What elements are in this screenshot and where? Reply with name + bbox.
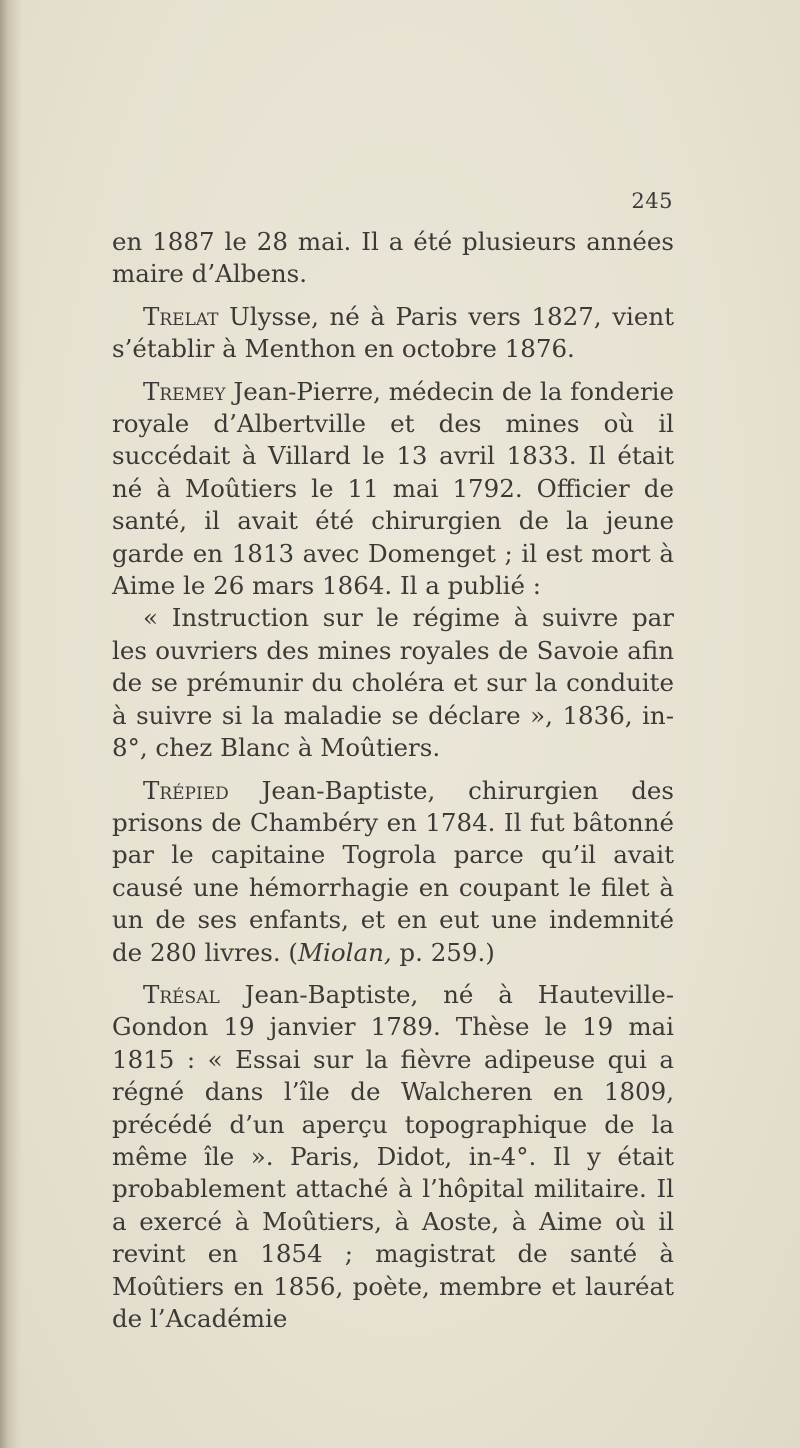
paragraph-continuation [112, 226, 674, 291]
entry-surname: Trelat [143, 301, 219, 331]
body-text [112, 226, 674, 1345]
reference-tail: p. 259.) [391, 937, 495, 967]
paragraph-text: en 1887 le 28 mai. Il a été plusieurs années maire d’Albens. [112, 227, 674, 289]
entry-text: Jean-Baptiste, né à Hauteville-Gondon 19 janvier 1789. Thèse le 19 mai 1815 : « Essai sur la fièvre adipeuse qui a régné dans l’île de Walcheren en 1809, précédé d’un aperçu topographique de la même île ». Paris, Didot, in-4°. Il y était probablement attaché à l’hôpital militaire. Il a exercé à Moûtiers, à Aoste, à Aime où il revint en 1854 ; magistrat de santé à Moûtiers en 1856, poète, membre et lauréat de l’Académie [112, 979, 674, 1333]
entry-surname: Trésal [143, 979, 220, 1009]
entry-surname: Tremey [143, 376, 226, 406]
quote-text: « Instruction sur le régime à suivre par les ouvriers des mines royales de Savoie afin de se prémunir du choléra et sur la conduite à suivre si la maladie se déclare », 1836, in-8°, chez Blanc à Moûtiers. [112, 603, 674, 763]
page-number: 245 [631, 189, 673, 213]
entry-tremey [112, 376, 674, 603]
entry-trelat [112, 301, 674, 366]
entry-trepied [112, 775, 674, 969]
entry-surname: Trépied [143, 775, 229, 805]
binding-shadow [0, 0, 22, 1448]
entry-text: Jean-Baptiste, chirurgien des prisons de Chambéry en 1784. Il fut bâtonné par le capitaine Togrola parce qu’il avait causé une hémorrhagie en coupant le filet à un de ses enfants, et en eut une indemnité de 280 livres. ( [112, 775, 674, 967]
publication-quote [112, 602, 674, 764]
entry-tresal [112, 979, 674, 1335]
entry-text: Ulysse, né à Paris vers 1827, vient s’établir à Menthon en octobre 1876. [112, 301, 674, 364]
entry-text: Jean-Pierre, médecin de la fonderie royale d’Albertville et des mines où il succédait à Villard le 13 avril 1833. Il était né à Moûtiers le 11 mai 1792. Officier de santé, il avait été chirurgien de la jeune garde en 1813 avec Domenget ; il est mort à Aime le 26 mars 1864. Il a publié : [112, 376, 674, 601]
reference-italic: Miolan, [297, 937, 392, 967]
